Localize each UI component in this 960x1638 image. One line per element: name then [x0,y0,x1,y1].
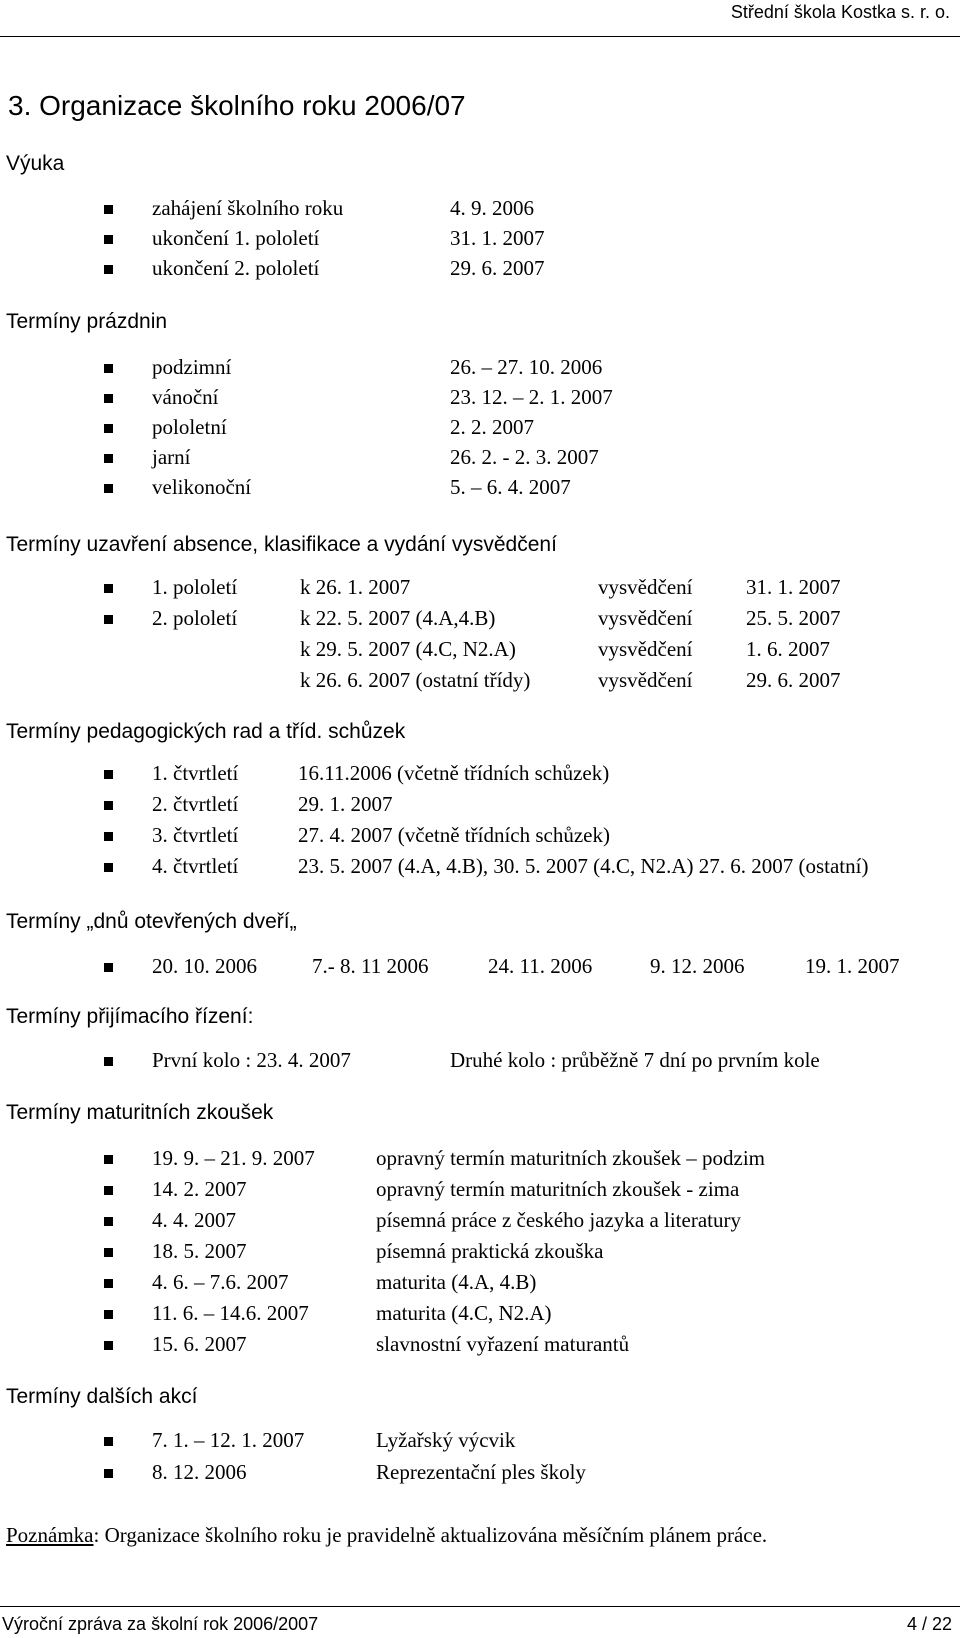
rady-date: 23. 5. 2007 (4.A, 4.B), 30. 5. 2007 (4.C, N2.A) 27. 6. 2007 (ostatní) [298,854,869,878]
prazdniny-item-label: vánoční [152,385,219,409]
absence-report-date: 29. 6. 2007 [746,668,841,692]
bullet-icon [104,1469,113,1478]
bullet-icon [104,615,113,624]
exam-description: maturita (4.A, 4.B) [376,1270,537,1294]
absence-period: 1. pololetí [152,575,238,599]
section-heading-prijimaci: Termíny přijímacího řízení: [6,1005,254,1028]
vyuka-item-label: ukončení 1. pololetí [152,226,320,250]
bullet-icon [104,1155,113,1164]
vyuka-item-date: 29. 6. 2007 [450,256,545,280]
absence-report-label: vysvědčení [598,668,693,692]
event-date: 7. 1. – 12. 1. 2007 [152,1428,305,1452]
note-label: Poznámka [6,1523,94,1547]
vyuka-item-label: ukončení 2. pololetí [152,256,320,280]
bullet-icon [104,205,113,214]
absence-report-date: 31. 1. 2007 [746,575,841,599]
event-name: Reprezentační ples školy [376,1460,586,1484]
exam-description: písemná praktická zkouška [376,1239,604,1263]
bullet-icon [104,484,113,493]
admission-second-round: Druhé kolo : průběžně 7 dní po prvním kole [450,1048,820,1072]
vyuka-item-date: 4. 9. 2006 [450,196,534,220]
exam-description: opravný termín maturitních zkoušek - zima [376,1177,740,1201]
page-title: 3. Organizace školního roku 2006/07 [8,90,466,121]
prazdniny-item-date: 26. 2. - 2. 3. 2007 [450,445,599,469]
open-day-date: 9. 12. 2006 [650,954,745,978]
bullet-icon [104,235,113,244]
event-name: Lyžařský výcvik [376,1428,516,1452]
exam-date: 4. 6. – 7.6. 2007 [152,1270,289,1294]
bullet-icon [104,1186,113,1195]
vyuka-item-date: 31. 1. 2007 [450,226,545,250]
exam-date: 18. 5. 2007 [152,1239,247,1263]
note [6,1523,767,1548]
section-heading-akce: Termíny dalších akcí [6,1385,198,1408]
bullet-icon [104,424,113,433]
prazdniny-item-date: 5. – 6. 4. 2007 [450,475,571,499]
bullet-icon [104,584,113,593]
rady-quarter: 3. čtvrtletí [152,823,239,847]
exam-date: 14. 2. 2007 [152,1177,247,1201]
absence-report-label: vysvědčení [598,637,693,661]
absence-report-label: vysvědčení [598,606,693,630]
section-heading-absence: Termíny uzavření absence, klasifikace a vydání vysvědčení [6,533,557,556]
exam-date: 4. 4. 2007 [152,1208,236,1232]
section-heading-dvere: Termíny „dnů otevřených dveří„ [6,910,297,933]
bullet-icon [104,1310,113,1319]
section-heading-maturity: Termíny maturitních zkoušek [6,1101,274,1124]
absence-report-label: vysvědčení [598,575,693,599]
bullet-icon [104,1437,113,1446]
bullet-icon [104,394,113,403]
absence-report-date: 1. 6. 2007 [746,637,830,661]
prazdniny-item-date: 23. 12. – 2. 1. 2007 [450,385,613,409]
bullet-icon [104,770,113,779]
vyuka-item-label: zahájení školního roku [152,196,344,220]
prazdniny-item-label: velikonoční [152,475,252,499]
bullet-icon [104,1341,113,1350]
bullet-icon [104,364,113,373]
bullet-icon [104,1248,113,1257]
prazdniny-item-date: 2. 2. 2007 [450,415,534,439]
prazdniny-item-label: pololetní [152,415,227,439]
header-rule [0,36,960,37]
rady-date: 16.11.2006 (včetně třídních schůzek) [298,761,610,785]
prazdniny-item-label: podzimní [152,355,232,379]
header-school-name: Střední škola Kostka s. r. o. [730,2,950,22]
bullet-icon [104,454,113,463]
exam-date: 19. 9. – 21. 9. 2007 [152,1146,315,1170]
bullet-icon [104,963,113,972]
section-heading-rady: Termíny pedagogických rad a tříd. schůzek [6,720,406,743]
bullet-icon [104,801,113,810]
footer-rule [0,1606,960,1607]
prazdniny-item-date: 26. – 27. 10. 2006 [450,355,603,379]
exam-description: písemná práce z českého jazyka a literatury [376,1208,741,1232]
rady-quarter: 1. čtvrtletí [152,761,239,785]
section-heading-vyuka: Výuka [6,152,65,175]
bullet-icon [104,265,113,274]
absence-deadline: k 22. 5. 2007 (4.A,4.B) [300,606,496,630]
footer-report-title: Výroční zpráva za školní rok 2006/2007 [2,1614,319,1634]
open-day-date: 20. 10. 2006 [152,954,257,978]
exam-date: 11. 6. – 14.6. 2007 [152,1301,309,1325]
absence-report-date: 25. 5. 2007 [746,606,841,630]
bullet-icon [104,1057,113,1066]
open-day-date: 24. 11. 2006 [488,954,593,978]
note-text: : Organizace školního roku je pravidelně aktualizována měsíčním plánem práce. [93,1523,768,1547]
section-heading-prazdniny: Termíny prázdnin [6,310,168,333]
exam-date: 15. 6. 2007 [152,1332,247,1356]
rady-date: 27. 4. 2007 (včetně třídních schůzek) [298,823,610,847]
exam-description: slavnostní vyřazení maturantů [376,1332,630,1356]
exam-description: opravný termín maturitních zkoušek – podzim [376,1146,765,1170]
bullet-icon [104,832,113,841]
admission-first-round: První kolo : 23. 4. 2007 [152,1048,351,1072]
absence-period: 2. pololetí [152,606,238,630]
prazdniny-item-label: jarní [152,445,191,469]
rady-quarter: 4. čtvrtletí [152,854,239,878]
page-number: 4 / 22 [906,1614,952,1634]
exam-description: maturita (4.C, N2.A) [376,1301,552,1325]
open-day-date: 7.- 8. 11 2006 [312,954,429,978]
rady-quarter: 2. čtvrtletí [152,792,239,816]
event-date: 8. 12. 2006 [152,1460,247,1484]
rady-date: 29. 1. 2007 [298,792,393,816]
bullet-icon [104,863,113,872]
absence-deadline: k 26. 1. 2007 [300,575,411,599]
absence-deadline: k 26. 6. 2007 (ostatní třídy) [300,668,531,692]
bullet-icon [104,1217,113,1226]
absence-deadline: k 29. 5. 2007 (4.C, N2.A) [300,637,516,661]
open-day-date: 19. 1. 2007 [805,954,900,978]
bullet-icon [104,1279,113,1288]
